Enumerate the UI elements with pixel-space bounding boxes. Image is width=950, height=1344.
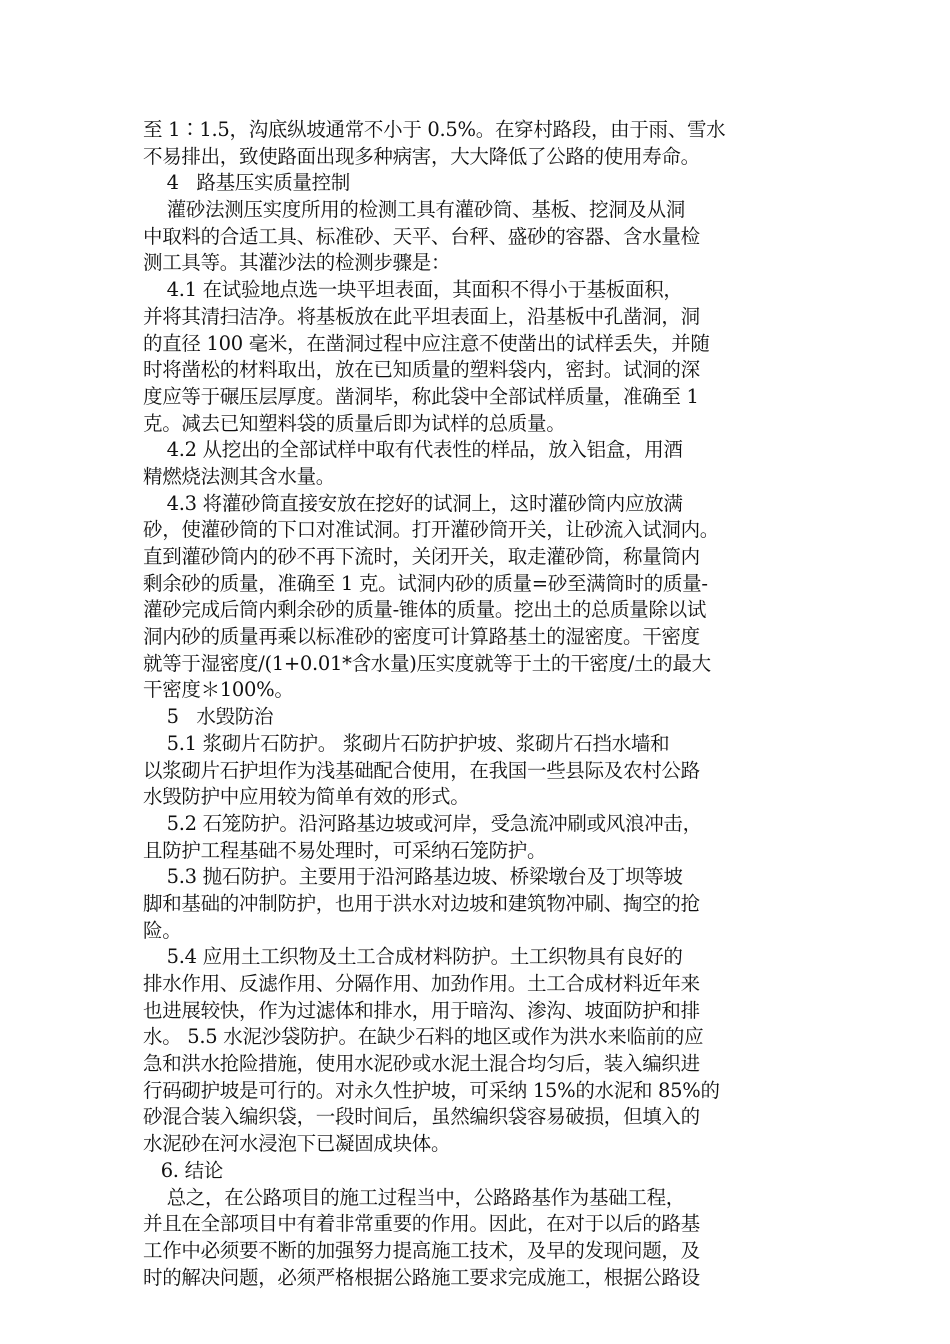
text-line: 4.1 在试验地点选一块平坦表面，其面积不得小于基板面积， bbox=[143, 278, 683, 302]
body-text bbox=[143, 117, 818, 1291]
text-line: 行码砌护坡是可行的。对永久性护坡，可采纳 15%的水泥和 85%的 bbox=[143, 1078, 720, 1102]
text-line: 险。 bbox=[143, 918, 182, 942]
text-line: 水毁防护中应用较为简单有效的形式。 bbox=[143, 785, 470, 809]
text-line: 且防护工程基础不易处理时，可采纳石笼防护。 bbox=[143, 838, 547, 862]
text-line: 工作中必须要不断的加强努力提高施工技术，及早的发现问题，及 bbox=[143, 1238, 700, 1262]
text-line: 时的解决问题，必须严格根据公路施工要求完成施工，根据公路设 bbox=[143, 1265, 700, 1289]
text-line: 4.2 从挖出的全部试样中取有代表性的样品，放入铝盒，用酒 bbox=[143, 438, 683, 462]
text-line: 测工具等。其灌沙法的检测步骤是： bbox=[143, 251, 451, 275]
text-line: 以浆砌片石护坦作为浅基础配合使用，在我国一些县际及农村公路 bbox=[143, 758, 700, 782]
text-line: 并将其清扫洁净。将基板放在此平坦表面上，沿基板中孔凿洞，洞 bbox=[143, 304, 700, 328]
text-line: 干密度＊100%。 bbox=[143, 678, 294, 702]
text-line: 5.2 石笼防护。沿河路基边坡或河岸，受急流冲刷或风浪冲击， bbox=[143, 811, 702, 835]
text-line: 中取料的合适工具、标准砂、天平、台秤、盛砂的容器、含水量检 bbox=[143, 224, 700, 248]
text-line: 直到灌砂筒内的砂不再下流时，关闭开关，取走灌砂筒，称量筒内 bbox=[143, 545, 700, 568]
text-line: 排水作用、反滤作用、分隔作用、加劲作用。土工合成材料近年来 bbox=[143, 972, 700, 995]
text-line: 5.3 抛石防护。主要用于沿河路基边坡、桥梁墩台及丁坝等坡 bbox=[143, 865, 683, 889]
text-line: 砂混合装入编织袋，一段时间后，虽然编织袋容易破损，但填入的 bbox=[143, 1105, 700, 1129]
text-line: 时将凿松的材料取出，放在已知质量的塑料袋内，密封。试洞的深 bbox=[143, 358, 700, 382]
text-line: 5.4 应用土工织物及土工合成材料防护。土工织物具有良好的 bbox=[143, 945, 683, 969]
text-line: 不易排出，致使路面出现多种病害，大大降低了公路的使用寿命。 bbox=[143, 144, 700, 168]
text-line: 总之，在公路项目的施工过程当中，公路路基作为基础工程， bbox=[143, 1185, 685, 1209]
text-line: 也进展较快，作为过滤体和排水，用于暗沟、渗沟、坡面防护和排 bbox=[143, 998, 700, 1022]
text-line: 剩余砂的质量，准确至 1 克。试洞内砂的质量=砂至满筒时的质量- bbox=[143, 571, 708, 595]
text-line: 5.1 浆砌片石防护。 浆砌片石防护护坡、浆砌片石挡水墙和 bbox=[143, 731, 670, 755]
section-heading: 6. 结论 bbox=[143, 1158, 223, 1182]
text-line: 并且在全部项目中有着非常重要的作用。因此，在对于以后的路基 bbox=[143, 1212, 700, 1236]
text-line: 4.3 将灌砂筒直接安放在挖好的试洞上，这时灌砂筒内应放满 bbox=[143, 491, 683, 515]
text-line: 至 1∶1.5，沟底纵坡通常不小于 0.5%。在穿村路段，由于雨、雪水 bbox=[143, 118, 726, 141]
text-line: 度应等于碾压层厚度。凿洞毕，称此袋中全部试样质量，准确至 1 bbox=[143, 384, 699, 408]
text-line: 急和洪水抢险措施，使用水泥砂或水泥土混合均匀后，装入编织进 bbox=[143, 1052, 700, 1076]
section-heading: 4 路基压实质量控制 bbox=[143, 171, 350, 195]
text-line: 灌砂完成后筒内剩余砂的质量-锥体的质量。挖出土的总质量除以试 bbox=[143, 598, 707, 622]
text-line: 水。 5.5 水泥沙袋防护。在缺少石料的地区或作为洪水来临前的应 bbox=[143, 1025, 704, 1049]
text-line: 灌砂法测压实度所用的检测工具有灌砂筒、基板、挖洞及从洞 bbox=[143, 198, 685, 222]
text-line: 就等于湿密度/(1+0.01*含水量)压实度就等于土的干密度/土的最大 bbox=[143, 651, 711, 675]
text-line: 克。减去已知塑料袋的质量后即为试样的总质量。 bbox=[143, 411, 566, 435]
text-line: 水泥砂在河水浸泡下已凝固成块体。 bbox=[143, 1132, 451, 1156]
text-line: 精燃烧法测其含水量。 bbox=[143, 464, 336, 488]
text-line: 洞内砂的质量再乘以标准砂的密度可计算路基土的湿密度。干密度 bbox=[143, 625, 700, 649]
section-heading: 5 水毁防治 bbox=[143, 705, 274, 729]
text-line: 砂，使灌砂筒的下口对准试洞。打开灌砂筒开关，让砂流入试洞内。 bbox=[143, 518, 720, 542]
text-line: 脚和基础的冲制防护，也用于洪水对边坡和建筑物冲刷、掏空的抢 bbox=[143, 891, 700, 915]
text-line: 的直径 100 毫米，在凿洞过程中应注意不使凿出的试样丢失，并随 bbox=[143, 331, 710, 355]
